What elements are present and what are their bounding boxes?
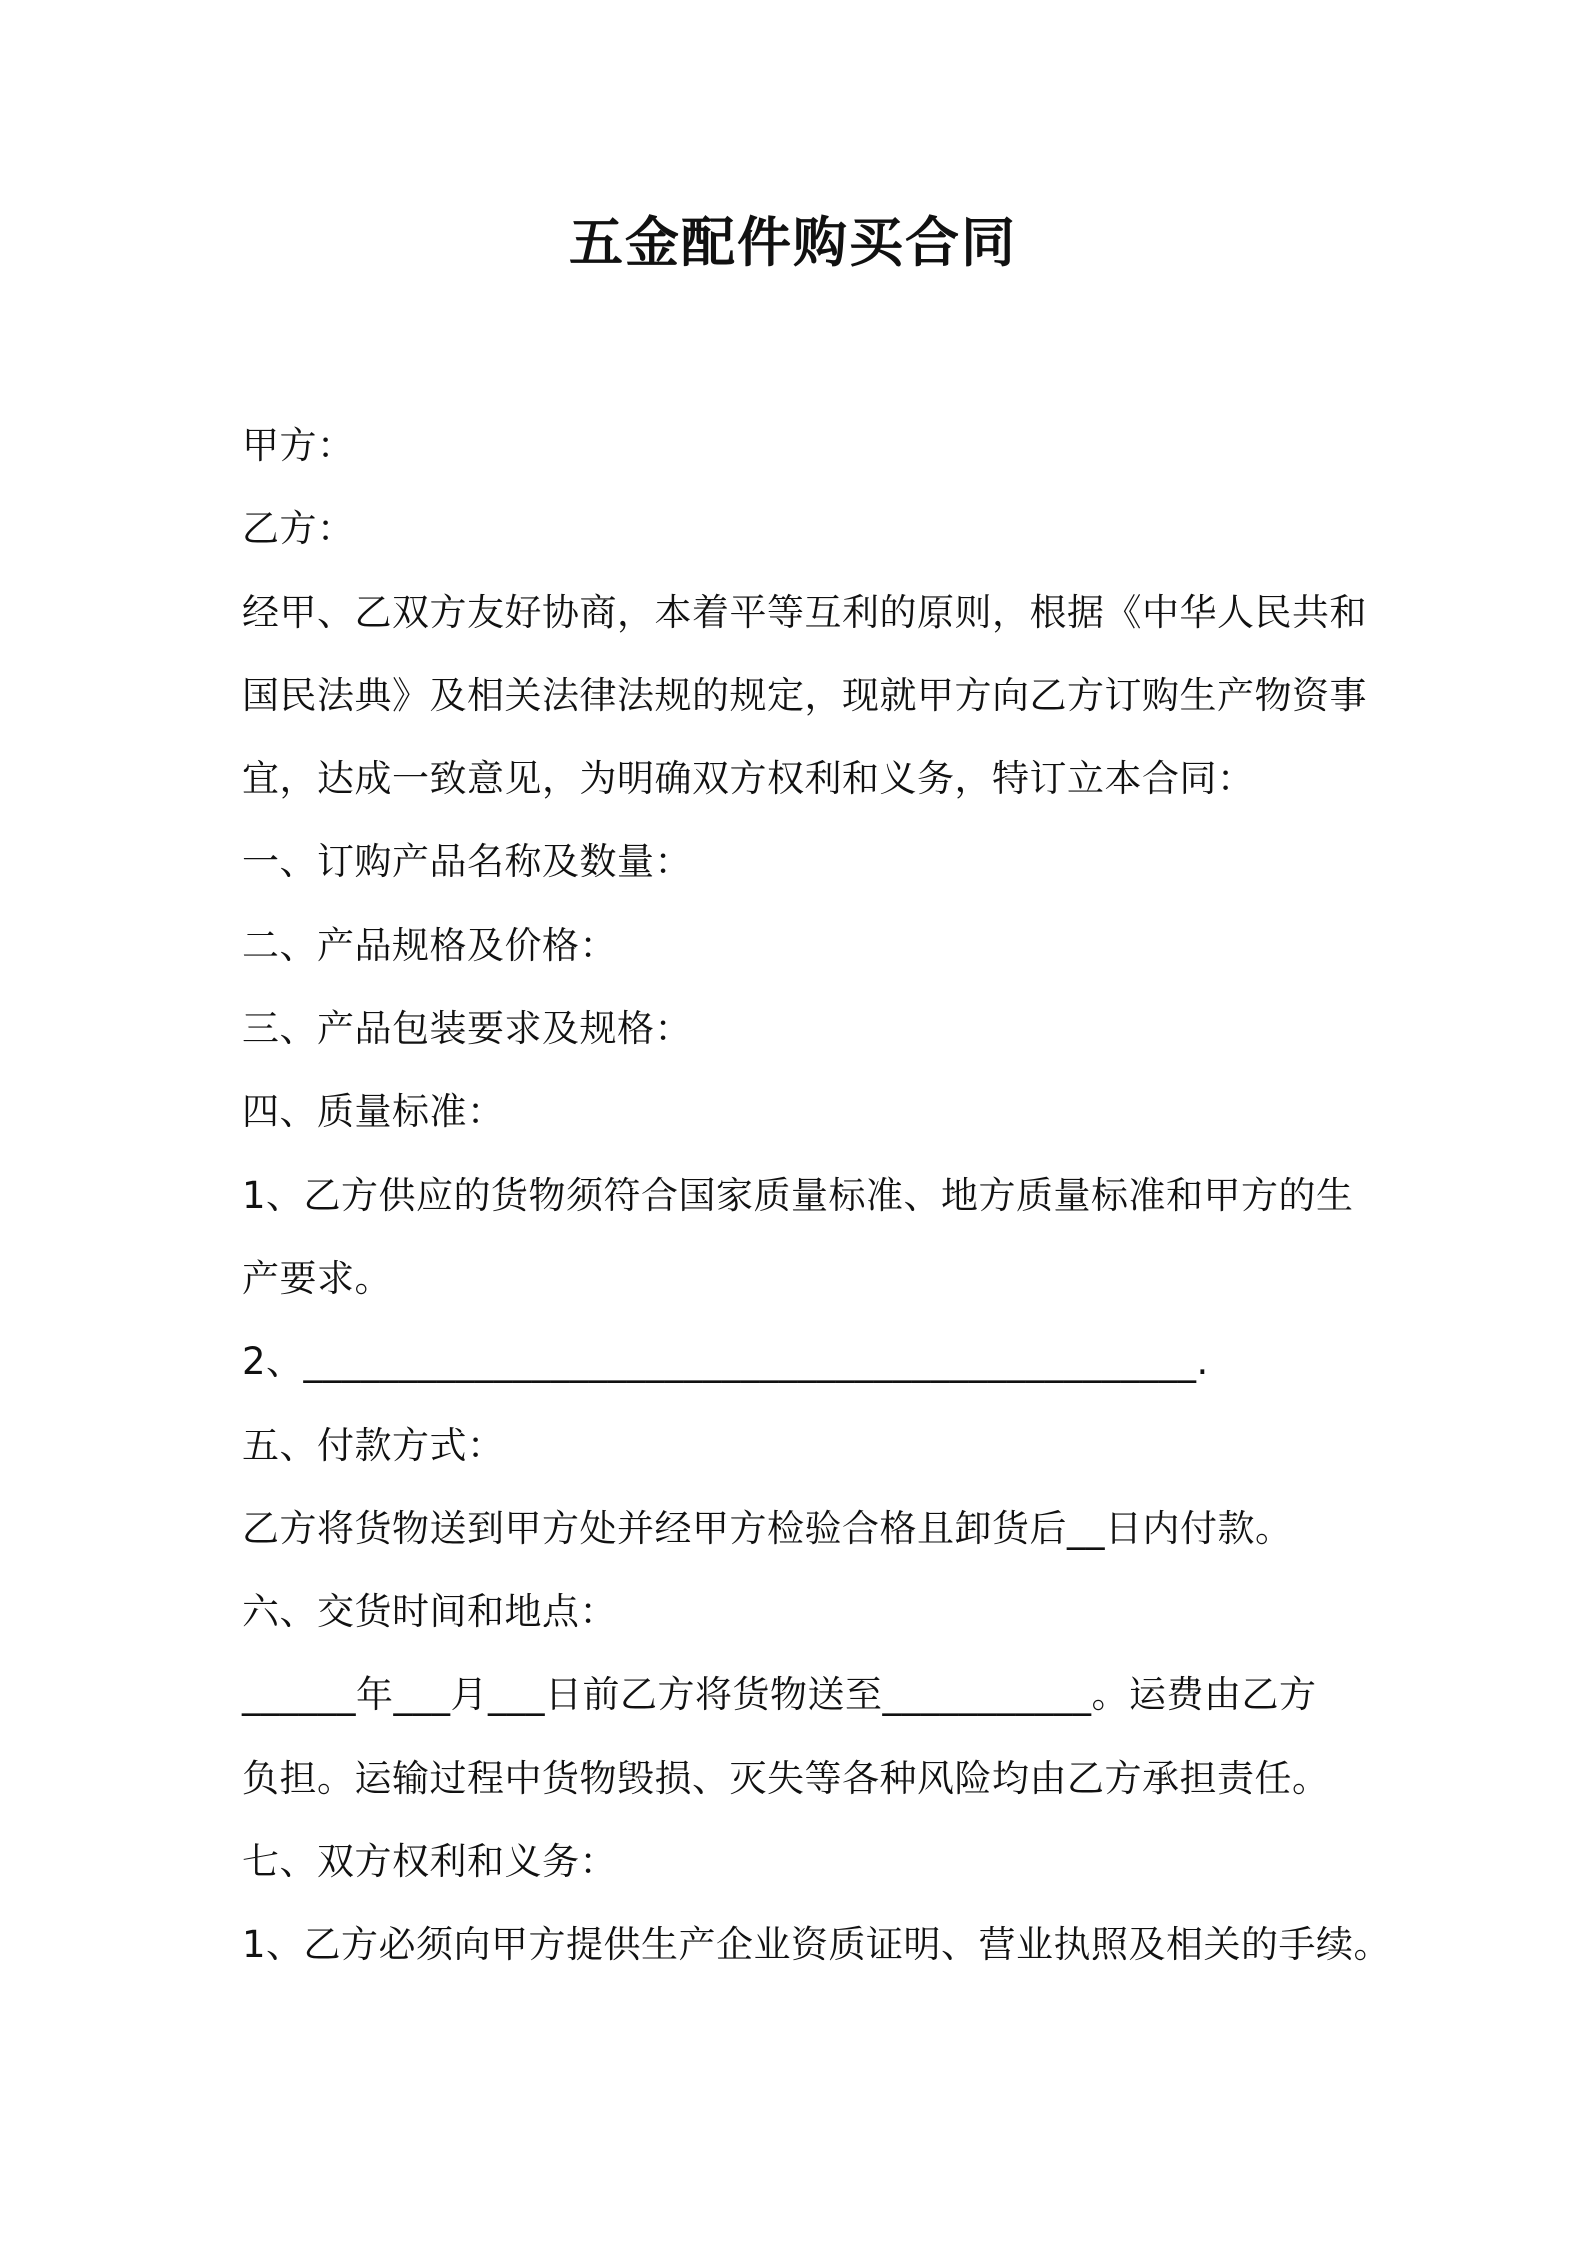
section-6-heading: 六、交货时间和地点： xyxy=(242,1590,617,1634)
preamble-line-2: 国民法典》及相关法律法规的规定，现就甲方向乙方订购生产物资事 xyxy=(242,673,1367,717)
payment-clause: 乙方将货物送到甲方处并经甲方检验合格且卸货后__日内付款。 xyxy=(242,1506,1293,1550)
delivery-clause-line-1: ______年___月___日前乙方将货物送至___________。运费由乙方 xyxy=(242,1673,1317,1717)
section-7-heading: 七、双方权利和义务： xyxy=(242,1840,617,1884)
section-3-heading: 三、产品包装要求及规格： xyxy=(242,1007,692,1051)
preamble-line-1: 经甲、乙双方友好协商，本着平等互利的原则，根据《中华人民共和 xyxy=(242,590,1367,634)
quality-clause-2: 2、_______________________________________________. xyxy=(242,1340,1209,1384)
contract-body xyxy=(242,404,1392,1987)
section-1-heading: 一、订购产品名称及数量： xyxy=(242,840,692,884)
section-4-heading: 四、质量标准： xyxy=(242,1090,505,1134)
quality-clause-1-line-1: 1、乙方供应的货物须符合国家质量标准、地方质量标准和甲方的生 xyxy=(242,1173,1354,1217)
section-2-heading: 二、产品规格及价格： xyxy=(242,923,617,967)
section-5-heading: 五、付款方式： xyxy=(242,1423,505,1467)
delivery-clause-line-2: 负担。运输过程中货物毁损、灭失等各种风险均由乙方承担责任。 xyxy=(242,1756,1330,1800)
document-title: 五金配件购买合同 xyxy=(569,211,1017,274)
party-b-line: 乙方： xyxy=(242,507,355,551)
quality-clause-1-line-2: 产要求。 xyxy=(242,1256,392,1300)
preamble-line-3: 宜，达成一致意见，为明确双方权利和义务，特订立本合同： xyxy=(242,757,1255,801)
obligation-clause-1: 1、乙方必须向甲方提供生产企业资质证明、营业执照及相关的手续。 xyxy=(242,1923,1392,1967)
party-a-line: 甲方： xyxy=(242,424,355,467)
